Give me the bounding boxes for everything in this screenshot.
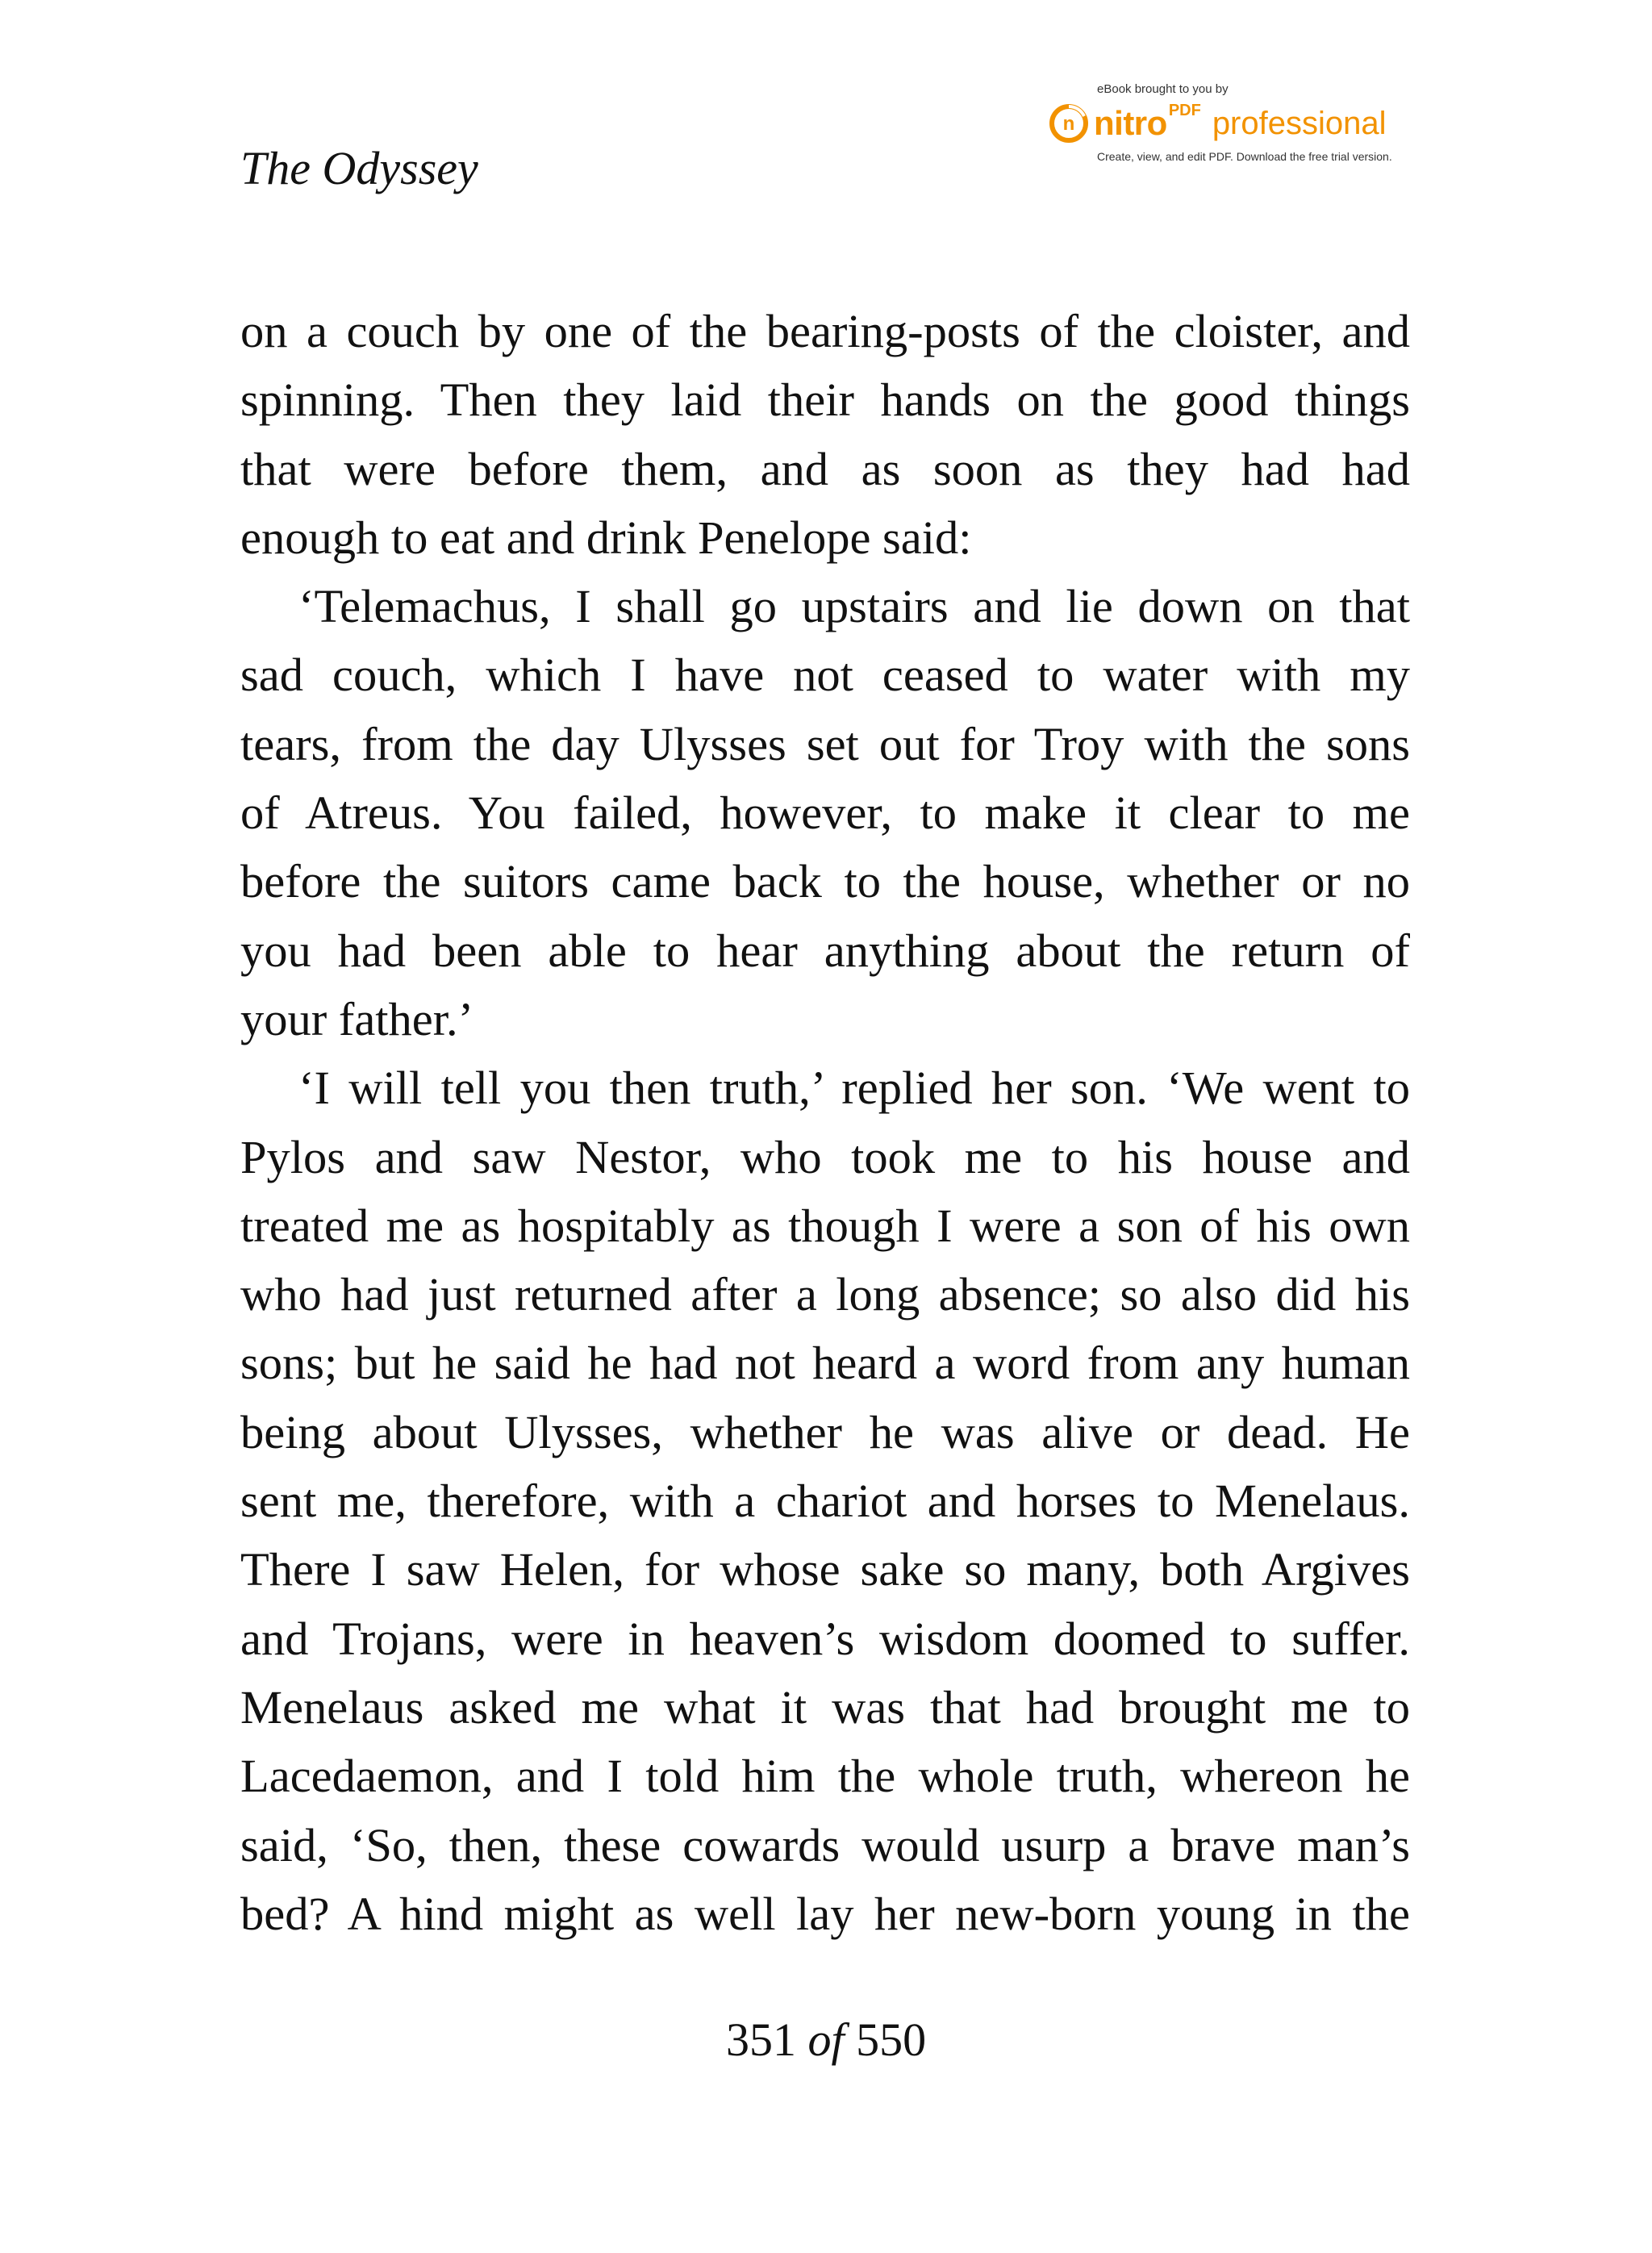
text-line: ‘Telemachus, I shall go upstairs and lie down on that: [298, 580, 1410, 633]
running-title: The Odyssey: [240, 142, 478, 194]
text-line: said, ‘So, then, these cowards would usurp a brave man’s: [240, 1818, 1410, 1871]
text-line: of Atreus. You failed, however, to make it clear to me: [240, 786, 1410, 840]
body-text: [240, 297, 1410, 1948]
text-line: before the suitors came back to the house, whether or no: [240, 855, 1410, 908]
page-number: [0, 2013, 1652, 2066]
ad-tagline-top: eBook brought to you by: [1097, 82, 1229, 96]
text-line: ‘I will tell you then truth,’ replied her son. ‘We went to: [298, 1062, 1410, 1115]
nitro-logo-icon: [1049, 103, 1089, 144]
text-line: that were before them, and as soon as they had had: [240, 442, 1410, 495]
svg-text:n: n: [1062, 113, 1075, 135]
text-line: you had been able to hear anything about the return of: [240, 924, 1410, 977]
text-line: There I saw Helen, for whose sake so many, both Argives: [240, 1543, 1410, 1596]
page-of-label: of: [807, 2013, 845, 2066]
text-line: Menelaus asked me what it was that had brought me to: [240, 1680, 1410, 1734]
text-line: Pylos and saw Nestor, who took me to his house and: [240, 1130, 1410, 1183]
text-line: enough to eat and drink Penelope said:: [240, 511, 972, 564]
text-line: who had just returned after a long absence; so also did his: [240, 1268, 1410, 1321]
text-line: sons; but he said he had not heard a word from any human: [240, 1337, 1410, 1390]
ad-product-name: professional: [1212, 105, 1387, 141]
ad-tagline-bottom: Create, view, and edit PDF. Download the free trial version.: [1097, 150, 1392, 163]
text-line: tears, from the day Ulysses set out for Troy with the sons: [240, 717, 1410, 770]
total-page-count: 550: [856, 2013, 927, 2066]
ad-brand-superscript: PDF: [1168, 101, 1201, 119]
nitro-pdf-ad-banner[interactable]: [1049, 82, 1410, 169]
text-line: spinning. Then they laid their hands on the good things: [240, 373, 1410, 427]
text-line: treated me as hospitably as though I were a son of his own: [240, 1199, 1410, 1252]
text-line: on a couch by one of the bearing-posts of the cloister, and: [240, 305, 1410, 357]
current-page-number: 351: [725, 2013, 796, 2066]
text-line: Lacedaemon, and I told him the whole truth, whereon he: [240, 1750, 1410, 1803]
text-line: your father.’: [240, 992, 474, 1045]
ad-brand-name: nitro: [1094, 104, 1167, 142]
ad-logo-row: [1049, 100, 1387, 147]
text-line: sad couch, which I have not ceased to water with my: [240, 649, 1410, 702]
text-line: sent me, therefore, with a chariot and horses to Menelaus.: [240, 1475, 1410, 1528]
text-line: and Trojans, were in heaven’s wisdom doomed to suffer.: [240, 1612, 1410, 1665]
text-line: bed? A hind might as well lay her new-born young in the: [240, 1887, 1410, 1940]
text-line: being about Ulysses, whether he was alive or dead. He: [240, 1405, 1410, 1458]
